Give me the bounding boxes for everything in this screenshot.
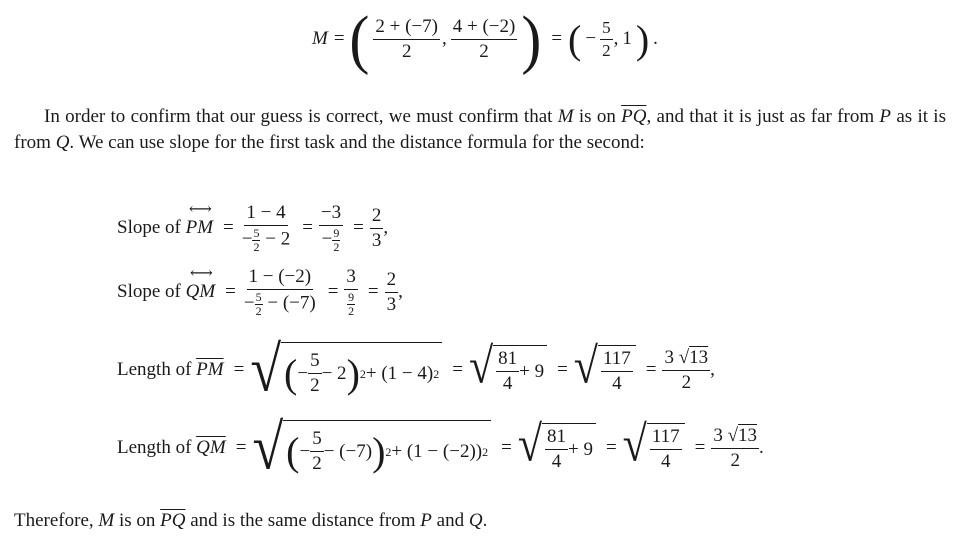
slope-pm-row: Slope of ⟷ PM = 1 − 4 − $\frac{5}{2}$ − 2 = −3 − $\frac{9}{2}$ = $\frac{2}{3}$ , — [117, 198, 392, 258]
midpoint-equation: M = ( $\frac{2 + (-7)}{2}$ , $\frac{4 + (-2)}{2}$ ) = ( − $\frac{5}{2}$ , 1 ) . — [312, 6, 662, 72]
length-qm-label: Length of $\overline{QM}$ — [117, 437, 226, 458]
slope-qm-frac-3: $\frac{2}{3}$ — [386, 268, 397, 315]
slope-pm-frac-2: −3 − $\frac{9}{2}$ — [320, 202, 342, 254]
close-paren: ) — [521, 2, 542, 75]
midpoint-x-fraction: $\frac{2 + (-7)}{2}$ — [375, 15, 438, 62]
length-pm-result: $\frac{3 √13}{2}$ — [664, 346, 709, 393]
length-pm-radical: √ ( − $\frac{5}{2}$ − 2 ) 2 + (1 − 4) 2 — [250, 342, 442, 398]
length-qm-radical-3: √ $\frac{117}{4}$ — [623, 423, 685, 473]
midpoint-result-x: $\frac{5}{2}$ — [602, 17, 611, 60]
slope-qm-frac-2: $\frac{3}{\frac{9}{2}}$ — [346, 266, 356, 318]
paragraph: In order to confirm that our guess is correct, we must confirm that M is on $\overline{PQ}$, and that it is just as far from P as it is from Q. We can use slope for the first task and the distance formula for the second: — [14, 106, 946, 153]
open-paren: ( — [349, 2, 370, 75]
slope-pm-frac-1: 1 − 4 − $\frac{5}{2}$ − 2 — [241, 202, 291, 254]
length-qm-radical-2: √ $\frac{81}{4}$ + 9 — [518, 423, 596, 473]
length-qm-result: $\frac{3 √13}{2}$ — [713, 424, 758, 471]
slope-qm-frac-1: 1 − (−2) − $\frac{5}{2}$ − (−7) — [243, 266, 316, 318]
length-pm-label: Length of $\overline{PM}$ — [117, 359, 224, 380]
segment-pq: $\overline{PQ}$ — [621, 106, 647, 127]
conclusion: Therefore, M is on $\overline{PQ}$ and is the same distance from P and Q. — [14, 510, 488, 531]
midpoint-result-y: 1 — [622, 28, 632, 49]
length-qm-radical: √ ( − $\frac{5}{2}$ − (−7) ) 2 + (1 − (−2)) 2 — [252, 420, 491, 476]
length-pm-radical-2: √ $\frac{81}{4}$ + 9 — [469, 345, 547, 395]
midpoint-y-fraction: $\frac{4 + (-2)}{2}$ — [452, 15, 516, 62]
length-qm-row: Length of $\overline{QM}$ = √ ( − $\frac{5}{2}$ − (−7) ) 2 + (1 − (−2)) 2 = √ $\frac{81}{4}$ + 9 = √ $\frac{117}{4}$ = $\frac{3 √13}{2}$ . — [117, 412, 764, 484]
slope-pm-frac-3: $\frac{2}{3}$ — [371, 204, 382, 251]
length-pm-row: Length of $\overline{PM}$ = √ ( − $\frac{5}{2}$ − 2 ) 2 + (1 − 4) 2 = √ $\frac{81}{4}$ + 9 = √ $\frac{117}{4}$ = $\frac{3 √13}{2}$ , — [117, 334, 715, 406]
slope-qm-label: Slope of ⟷ QM — [117, 281, 215, 303]
midpoint-lhs: M = — [312, 28, 346, 49]
length-pm-radical-3: √ $\frac{117}{4}$ — [574, 345, 636, 395]
slope-qm-row: Slope of ⟷ QM = 1 − (−2) − $\frac{5}{2}$ − (−7) = $\frac{3}{\frac{9}{2}}$ = $\frac{2}{3}$ , — [117, 262, 407, 322]
slope-pm-label: Slope of ⟷ PM — [117, 217, 213, 239]
